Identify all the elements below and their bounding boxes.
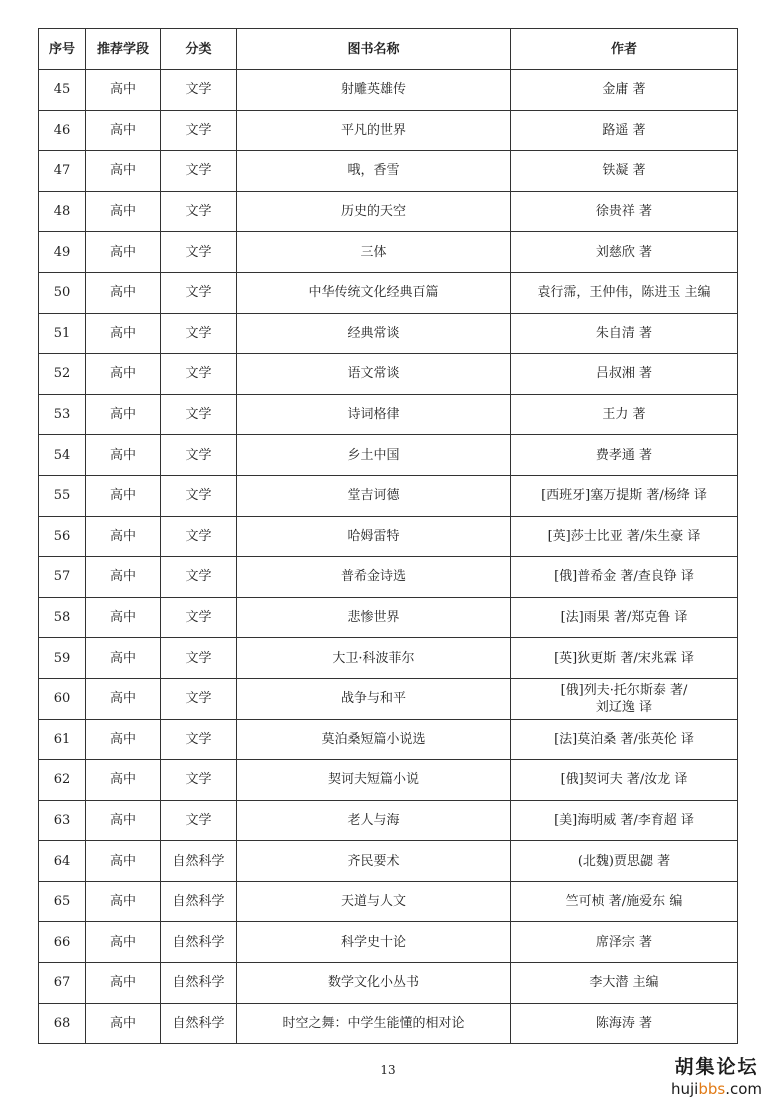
- table-row: [39, 922, 738, 963]
- watermark-name: 胡集论坛: [674, 1056, 759, 1078]
- table-row: [39, 435, 738, 476]
- cell-title: 科学史十论: [237, 922, 511, 963]
- cell-author: 竺可桢 著/施爱东 编: [511, 881, 738, 922]
- table-row: [39, 151, 738, 192]
- cell-title: 中华传统文化经典百篇: [237, 272, 511, 313]
- cell-index: 52: [39, 354, 86, 395]
- cell-title: 堂吉诃德: [237, 475, 511, 516]
- header-index: 序号: [39, 29, 86, 70]
- cell-category: 文学: [161, 516, 237, 557]
- cell-stage: 高中: [86, 191, 161, 232]
- cell-index: 62: [39, 760, 86, 801]
- cell-index: 49: [39, 232, 86, 273]
- cell-author: (北魏)贾思勰 著: [511, 841, 738, 882]
- table-row: [39, 475, 738, 516]
- header-row: [39, 29, 738, 70]
- header-stage: 推荐学段: [86, 29, 161, 70]
- cell-author: 费孝通 著: [511, 435, 738, 476]
- cell-stage: 高中: [86, 557, 161, 598]
- cell-index: 59: [39, 638, 86, 679]
- cell-category: 自然科学: [161, 841, 237, 882]
- cell-index: 45: [39, 70, 86, 111]
- table-row: [39, 191, 738, 232]
- cell-title: 乡土中国: [237, 435, 511, 476]
- cell-author: [俄]普希金 著/查良铮 译: [511, 557, 738, 598]
- cell-stage: 高中: [86, 800, 161, 841]
- cell-index: 68: [39, 1003, 86, 1044]
- cell-title: 平凡的世界: [237, 110, 511, 151]
- cell-stage: 高中: [86, 638, 161, 679]
- cell-index: 57: [39, 557, 86, 598]
- cell-index: 66: [39, 922, 86, 963]
- cell-category: 自然科学: [161, 881, 237, 922]
- cell-index: 63: [39, 800, 86, 841]
- table-row: [39, 719, 738, 760]
- cell-stage: 高中: [86, 516, 161, 557]
- table-row: [39, 232, 738, 273]
- cell-author: 金庸 著: [511, 70, 738, 111]
- cell-category: 文学: [161, 272, 237, 313]
- cell-author: 陈海涛 著: [511, 1003, 738, 1044]
- cell-author: [法]莫泊桑 著/张英伦 译: [511, 719, 738, 760]
- table-row: [39, 354, 738, 395]
- table-row: [39, 110, 738, 151]
- cell-category: 文学: [161, 638, 237, 679]
- cell-index: 65: [39, 881, 86, 922]
- cell-title: 射雕英雄传: [237, 70, 511, 111]
- table-row: [39, 678, 738, 719]
- cell-index: 50: [39, 272, 86, 313]
- header-title: 图书名称: [237, 29, 511, 70]
- cell-category: 文学: [161, 232, 237, 273]
- cell-title: 齐民要术: [237, 841, 511, 882]
- table-row: [39, 394, 738, 435]
- cell-stage: 高中: [86, 922, 161, 963]
- page-number: 13: [380, 1063, 396, 1077]
- cell-author: 王力 著: [511, 394, 738, 435]
- cell-category: 文学: [161, 678, 237, 719]
- cell-author: 李大潜 主编: [511, 963, 738, 1004]
- cell-stage: 高中: [86, 354, 161, 395]
- table-row: [39, 597, 738, 638]
- cell-title: 语文常谈: [237, 354, 511, 395]
- cell-category: 文学: [161, 475, 237, 516]
- cell-author: [英]莎士比亚 著/朱生豪 译: [511, 516, 738, 557]
- cell-category: 文学: [161, 110, 237, 151]
- site-watermark: [671, 1052, 762, 1098]
- cell-author: 铁凝 著: [511, 151, 738, 192]
- cell-title: 天道与人文: [237, 881, 511, 922]
- cell-index: 51: [39, 313, 86, 354]
- table-row: [39, 313, 738, 354]
- cell-category: 文学: [161, 191, 237, 232]
- cell-index: 61: [39, 719, 86, 760]
- cell-category: 自然科学: [161, 1003, 237, 1044]
- table-body: [39, 70, 738, 1044]
- cell-stage: 高中: [86, 151, 161, 192]
- cell-author: 吕叔湘 著: [511, 354, 738, 395]
- cell-category: 文学: [161, 557, 237, 598]
- cell-index: 60: [39, 678, 86, 719]
- cell-stage: 高中: [86, 272, 161, 313]
- cell-author: [美]海明威 著/李育超 译: [511, 800, 738, 841]
- table-row: [39, 557, 738, 598]
- cell-index: 48: [39, 191, 86, 232]
- cell-title: 诗词格律: [237, 394, 511, 435]
- cell-author: [法]雨果 著/郑克鲁 译: [511, 597, 738, 638]
- cell-title: 莫泊桑短篇小说选: [237, 719, 511, 760]
- cell-title: 历史的天空: [237, 191, 511, 232]
- table-row: [39, 516, 738, 557]
- cell-title: 经典常谈: [237, 313, 511, 354]
- table-row: [39, 881, 738, 922]
- cell-category: 文学: [161, 597, 237, 638]
- cell-index: 67: [39, 963, 86, 1004]
- table-row: [39, 800, 738, 841]
- cell-title: 战争与和平: [237, 678, 511, 719]
- cell-stage: 高中: [86, 313, 161, 354]
- cell-title: 哦，香雪: [237, 151, 511, 192]
- table-row: [39, 841, 738, 882]
- cell-title: 时空之舞：中学生能懂的相对论: [237, 1003, 511, 1044]
- cell-stage: 高中: [86, 963, 161, 1004]
- cell-category: 文学: [161, 760, 237, 801]
- cell-stage: 高中: [86, 475, 161, 516]
- watermark-url-highlight: bbs: [698, 1080, 726, 1098]
- cell-author: [俄]契诃夫 著/汝龙 译: [511, 760, 738, 801]
- cell-title: 数学文化小丛书: [237, 963, 511, 1004]
- cell-title: 普希金诗选: [237, 557, 511, 598]
- cell-category: 文学: [161, 394, 237, 435]
- cell-stage: 高中: [86, 719, 161, 760]
- cell-stage: 高中: [86, 70, 161, 111]
- cell-stage: 高中: [86, 760, 161, 801]
- table-row: [39, 1003, 738, 1044]
- header-category: 分类: [161, 29, 237, 70]
- cell-title: 悲惨世界: [237, 597, 511, 638]
- cell-index: 56: [39, 516, 86, 557]
- watermark-url: [671, 1080, 762, 1098]
- cell-title: 哈姆雷特: [237, 516, 511, 557]
- cell-index: 64: [39, 841, 86, 882]
- cell-stage: 高中: [86, 881, 161, 922]
- cell-index: 55: [39, 475, 86, 516]
- cell-stage: 高中: [86, 597, 161, 638]
- cell-stage: 高中: [86, 1003, 161, 1044]
- cell-index: 54: [39, 435, 86, 476]
- watermark-url-suffix: .com: [725, 1080, 762, 1098]
- cell-stage: 高中: [86, 678, 161, 719]
- cell-author: 袁行霈，王仲伟，陈进玉 主编: [511, 272, 738, 313]
- table-row: [39, 963, 738, 1004]
- cell-author: 朱自清 著: [511, 313, 738, 354]
- cell-author: 徐贵祥 著: [511, 191, 738, 232]
- cell-author: [英]狄更斯 著/宋兆霖 译: [511, 638, 738, 679]
- cell-author: [西班牙]塞万提斯 著/杨绛 译: [511, 475, 738, 516]
- cell-category: 文学: [161, 800, 237, 841]
- cell-author: 路遥 著: [511, 110, 738, 151]
- cell-index: 58: [39, 597, 86, 638]
- cell-index: 53: [39, 394, 86, 435]
- book-list-table: [38, 28, 738, 1044]
- cell-stage: 高中: [86, 110, 161, 151]
- watermark-url-prefix: huji: [670, 1080, 699, 1098]
- cell-stage: 高中: [86, 435, 161, 476]
- table-row: [39, 272, 738, 313]
- cell-author: 刘慈欣 著: [511, 232, 738, 273]
- table-row: [39, 638, 738, 679]
- cell-title: 老人与海: [237, 800, 511, 841]
- cell-stage: 高中: [86, 841, 161, 882]
- cell-category: 文学: [161, 435, 237, 476]
- cell-title: 契诃夫短篇小说: [237, 760, 511, 801]
- cell-author: [俄]列夫·托尔斯泰 著/ 刘辽逸 译: [511, 678, 738, 719]
- cell-category: 文学: [161, 354, 237, 395]
- cell-title: 大卫·科波菲尔: [237, 638, 511, 679]
- cell-index: 47: [39, 151, 86, 192]
- table-row: [39, 70, 738, 111]
- cell-index: 46: [39, 110, 86, 151]
- cell-author: 席泽宗 著: [511, 922, 738, 963]
- cell-category: 文学: [161, 719, 237, 760]
- table-row: [39, 760, 738, 801]
- cell-category: 文学: [161, 70, 237, 111]
- header-author: 作者: [511, 29, 738, 70]
- cell-category: 自然科学: [161, 922, 237, 963]
- cell-category: 自然科学: [161, 963, 237, 1004]
- cell-stage: 高中: [86, 394, 161, 435]
- cell-category: 文学: [161, 151, 237, 192]
- cell-category: 文学: [161, 313, 237, 354]
- cell-title: 三体: [237, 232, 511, 273]
- cell-stage: 高中: [86, 232, 161, 273]
